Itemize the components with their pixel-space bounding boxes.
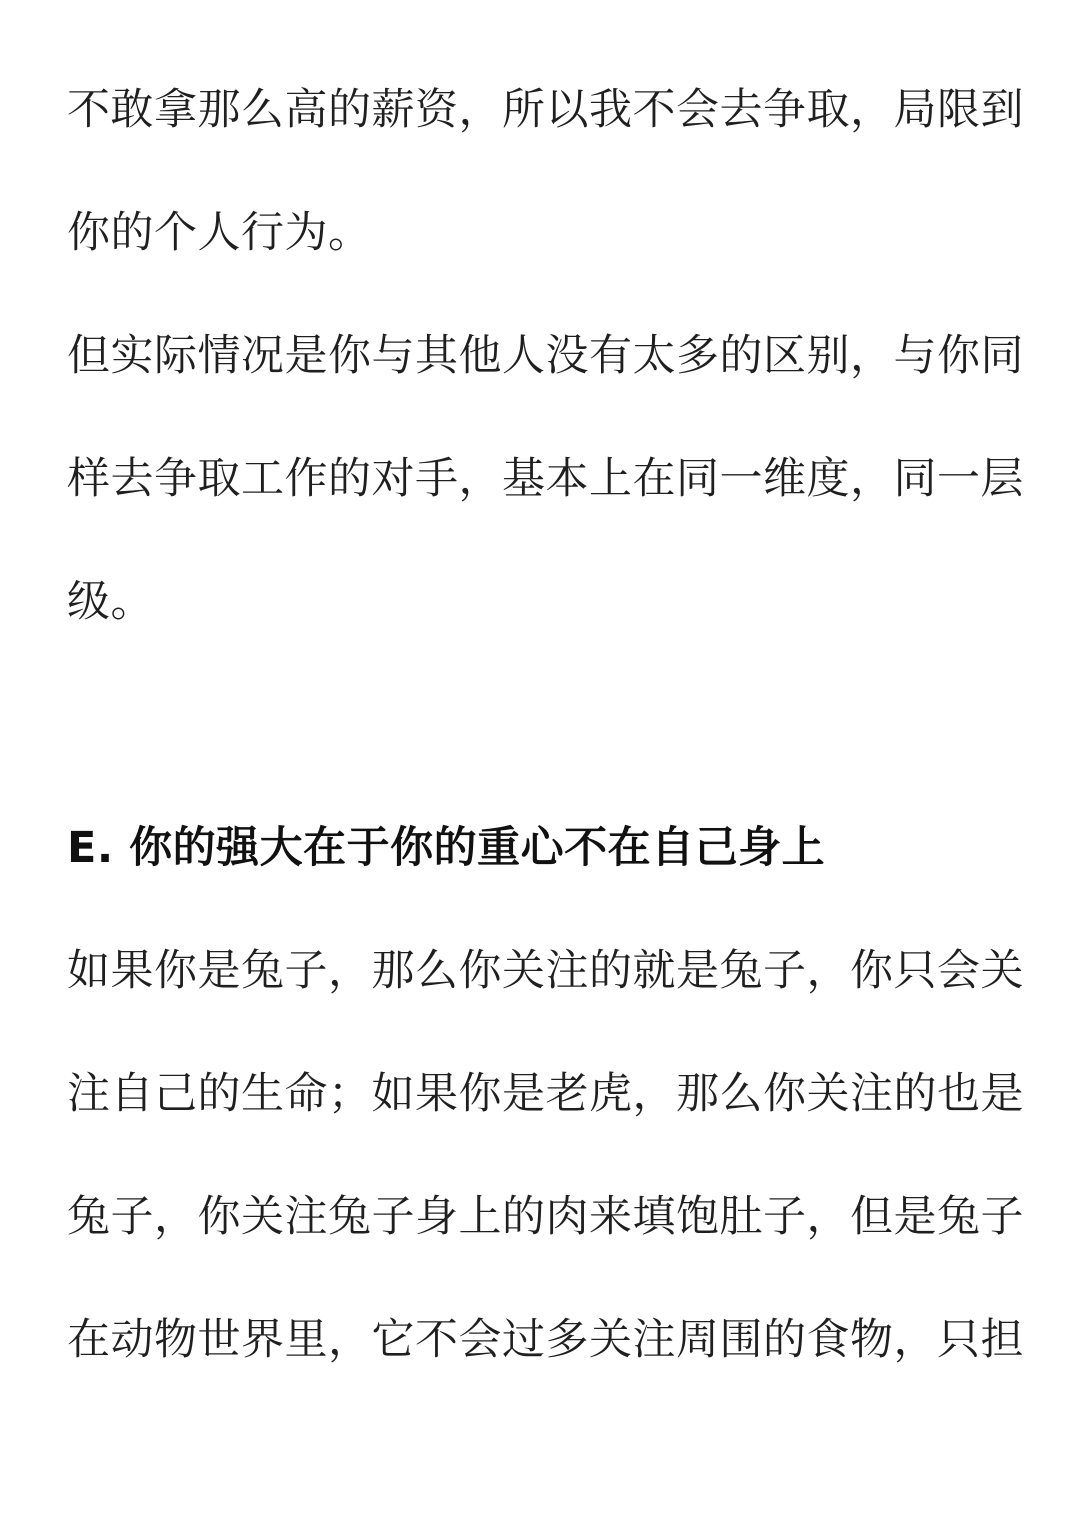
paragraph-2-line-1: 但实际情况是你与其他人没有太多的区别，与你同 <box>67 331 1024 381</box>
section-heading: E. 你的强大在于你的重心不在自己身上 <box>67 823 826 873</box>
paragraph-1-line-2: 你的个人行为。 <box>67 208 372 258</box>
paragraph-2-line-3: 级。 <box>67 577 154 627</box>
section-paragraph-line-4: 在动物世界里，它不会过多关注周围的食物，只担 <box>67 1315 1024 1365</box>
paragraph-1-line-1: 不敢拿那么高的薪资，所以我不会去争取，局限到 <box>67 85 1024 135</box>
section-paragraph-line-1: 如果你是兔子，那么你关注的就是兔子，你只会关 <box>67 946 1024 996</box>
section-paragraph-line-2: 注自己的生命；如果你是老虎，那么你关注的也是 <box>67 1069 1024 1119</box>
paragraph-2-line-2: 样去争取工作的对手，基本上在同一维度，同一层 <box>67 454 1024 504</box>
section-paragraph-line-3: 兔子，你关注兔子身上的肉来填饱肚子，但是兔子 <box>67 1192 1024 1242</box>
